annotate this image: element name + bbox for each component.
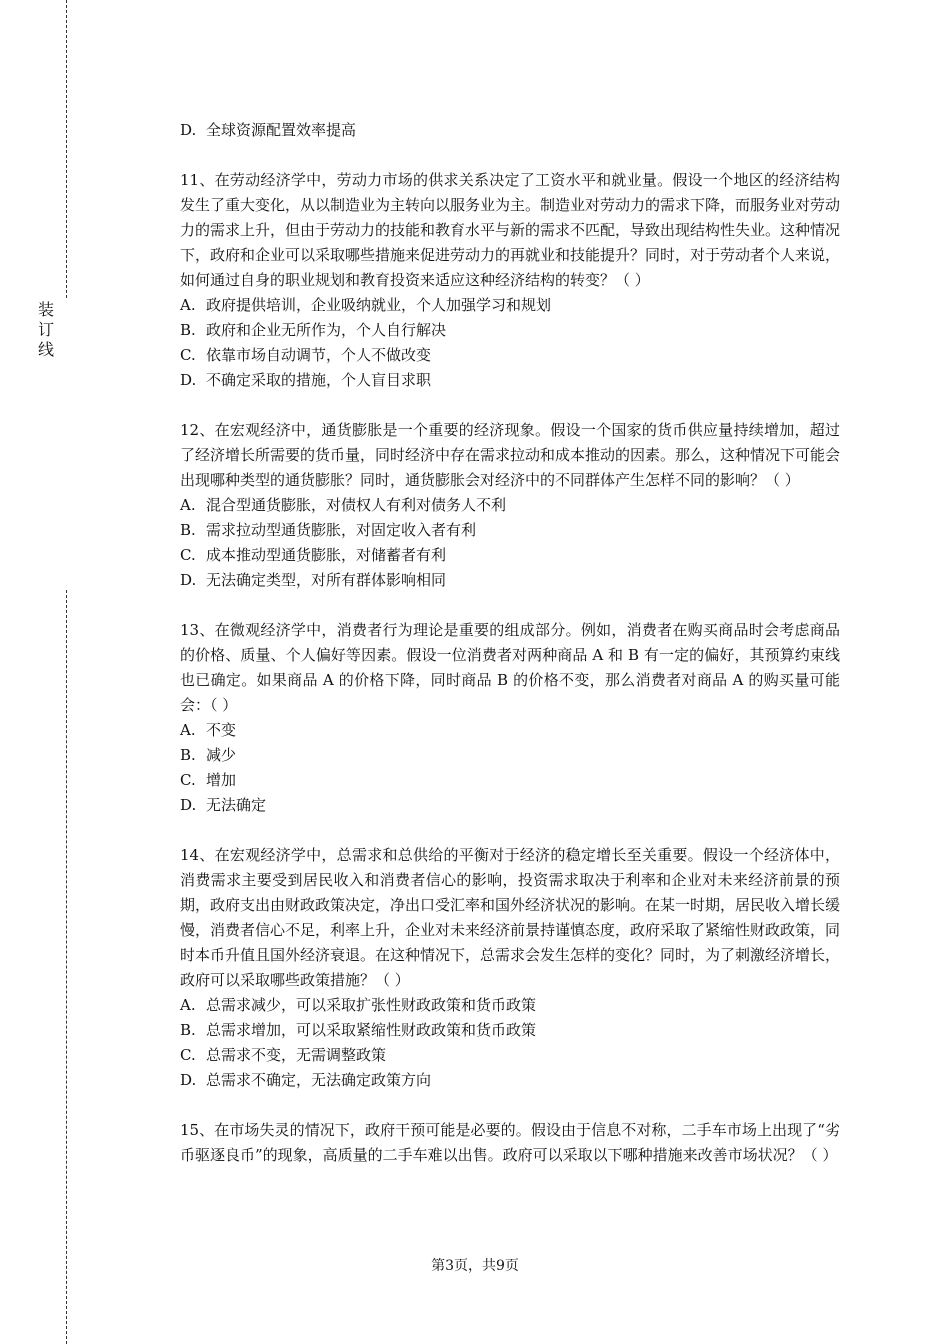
option-text: 总需求增加，可以采取紧缩性财政政策和货币政策 bbox=[206, 1021, 537, 1039]
option-c bbox=[180, 543, 840, 568]
option-text: 全球资源配置效率提高 bbox=[206, 121, 357, 139]
option-c bbox=[180, 1043, 840, 1068]
question-11 bbox=[180, 168, 840, 393]
question-stem: 11、在劳动经济学中，劳动力市场的供求关系决定了工资水平和就业量。假设一个地区的经济结构发生了重大变化，从以制造业为主转向以服务业为主。制造业对劳动力的需求下降，而服务业对劳动力的需求上升，但由于劳动力的技能和教育水平与新的需求不匹配，导致出现结构性失业。这种情况下，政府和企业可以采取哪些措施来促进劳动力的再就业和技能提升？同时，对于劳动者个人来说，如何通过自身的职业规划和教育投资来适应这种经济结构的转变？（ ） bbox=[180, 171, 841, 289]
question-15 bbox=[180, 1118, 840, 1168]
option-d bbox=[180, 118, 840, 143]
option-letter: D. bbox=[180, 1071, 197, 1089]
binding-margin-label bbox=[34, 300, 58, 360]
question-stem: 13、在微观经济学中，消费者行为理论是重要的组成部分。例如，消费者在购买商品时会考虑商品的价格、质量、个人偏好等因素。假设一位消费者对两种商品 A 和 B 有一定的偏好，其预算约束线也已确定。如果商品 A 的价格下降，同时商品 B 的价格不变，那么消费者对商品 A 的购买量可能会：（ ） bbox=[180, 621, 840, 714]
question-stem: 15、在市场失灵的情况下，政府干预可能是必要的。假设由于信息不对称，二手车市场上出现了“劣币驱逐良币”的现象，高质量的二手车难以出售。政府可以采取以下哪种措施来改善市场状况？（ ） bbox=[180, 1121, 840, 1164]
option-letter: D. bbox=[180, 121, 197, 139]
question-14 bbox=[180, 843, 840, 1093]
option-d bbox=[180, 568, 840, 593]
option-text: 总需求减少，可以采取扩张性财政政策和货币政策 bbox=[206, 996, 537, 1014]
option-letter: C. bbox=[180, 771, 196, 789]
binding-line-bottom bbox=[66, 590, 67, 1344]
page-number: 第3页，共9页 bbox=[431, 1258, 519, 1274]
option-letter: B. bbox=[180, 746, 196, 764]
option-a bbox=[180, 493, 840, 518]
option-text: 需求拉动型通货膨胀，对固定收入者有利 bbox=[206, 521, 477, 539]
option-text: 不确定采取的措施，个人盲目求职 bbox=[206, 371, 432, 389]
option-d bbox=[180, 1068, 840, 1093]
option-b bbox=[180, 1018, 840, 1043]
option-text: 不变 bbox=[206, 721, 237, 739]
option-text: 增加 bbox=[206, 771, 237, 789]
option-letter: B. bbox=[180, 1021, 196, 1039]
option-letter: C. bbox=[180, 1046, 196, 1064]
option-letter: A. bbox=[180, 296, 196, 314]
option-text: 依靠市场自动调节，个人不做改变 bbox=[206, 346, 432, 364]
option-a bbox=[180, 293, 840, 318]
option-b bbox=[180, 743, 840, 768]
option-text: 混合型通货膨胀，对债权人有利对债务人不利 bbox=[206, 496, 507, 514]
option-d bbox=[180, 368, 840, 393]
option-letter: A. bbox=[180, 496, 196, 514]
option-letter: C. bbox=[180, 546, 196, 564]
question-12 bbox=[180, 418, 840, 593]
option-letter: A. bbox=[180, 721, 196, 739]
binding-line-top bbox=[66, 0, 67, 298]
binding-char: 订 bbox=[37, 320, 54, 339]
option-letter: D. bbox=[180, 571, 197, 589]
option-a bbox=[180, 993, 840, 1018]
option-letter: B. bbox=[180, 521, 196, 539]
option-c bbox=[180, 343, 840, 368]
option-text: 总需求不变，无需调整政策 bbox=[206, 1046, 387, 1064]
option-c bbox=[180, 768, 840, 793]
option-letter: A. bbox=[180, 996, 196, 1014]
option-letter: D. bbox=[180, 796, 197, 814]
option-text: 政府提供培训，企业吸纳就业，个人加强学习和规划 bbox=[206, 296, 552, 314]
option-text: 政府和企业无所作为，个人自行解决 bbox=[206, 321, 447, 339]
binding-char: 装 bbox=[37, 300, 54, 319]
previous-question-tail bbox=[180, 118, 840, 143]
exam-content bbox=[180, 118, 840, 1193]
option-text: 无法确定 bbox=[206, 796, 267, 814]
option-d bbox=[180, 793, 840, 818]
option-text: 成本推动型通货膨胀，对储蓄者有利 bbox=[206, 546, 447, 564]
option-b bbox=[180, 518, 840, 543]
option-b bbox=[180, 318, 840, 343]
option-text: 总需求不确定，无法确定政策方向 bbox=[206, 1071, 432, 1089]
option-a bbox=[180, 718, 840, 743]
question-13 bbox=[180, 618, 840, 818]
question-stem: 12、在宏观经济中，通货膨胀是一个重要的经济现象。假设一个国家的货币供应量持续增加，超过了经济增长所需要的货币量，同时经济中存在需求拉动和成本推动的因素。那么，这种情况下可能会出现哪种类型的通货膨胀？同时，通货膨胀会对经济中的不同群体产生怎样不同的影响？（ ） bbox=[180, 421, 841, 489]
option-text: 无法确定类型，对所有群体影响相同 bbox=[206, 571, 447, 589]
option-text: 减少 bbox=[206, 746, 237, 764]
option-letter: D. bbox=[180, 371, 197, 389]
option-letter: B. bbox=[180, 321, 196, 339]
question-stem: 14、在宏观经济学中，总需求和总供给的平衡对于经济的稳定增长至关重要。假设一个经济体中，消费需求主要受到居民收入和消费者信心的影响，投资需求取决于利率和企业对未来经济前景的预期，政府支出由财政政策决定，净出口受汇率和国外经济状况的影响。在某一时期，居民收入增长缓慢，消费者信心不足，利率上升，企业对未来经济前景持谨慎态度，政府采取了紧缩性财政政策，同时本币升值且国外经济衰退。在这种情况下，总需求会发生怎样的变化？同时，为了刺激经济增长，政府可以采取哪些政策措施？（ ） bbox=[180, 846, 841, 989]
option-letter: C. bbox=[180, 346, 196, 364]
binding-char: 线 bbox=[37, 340, 54, 359]
